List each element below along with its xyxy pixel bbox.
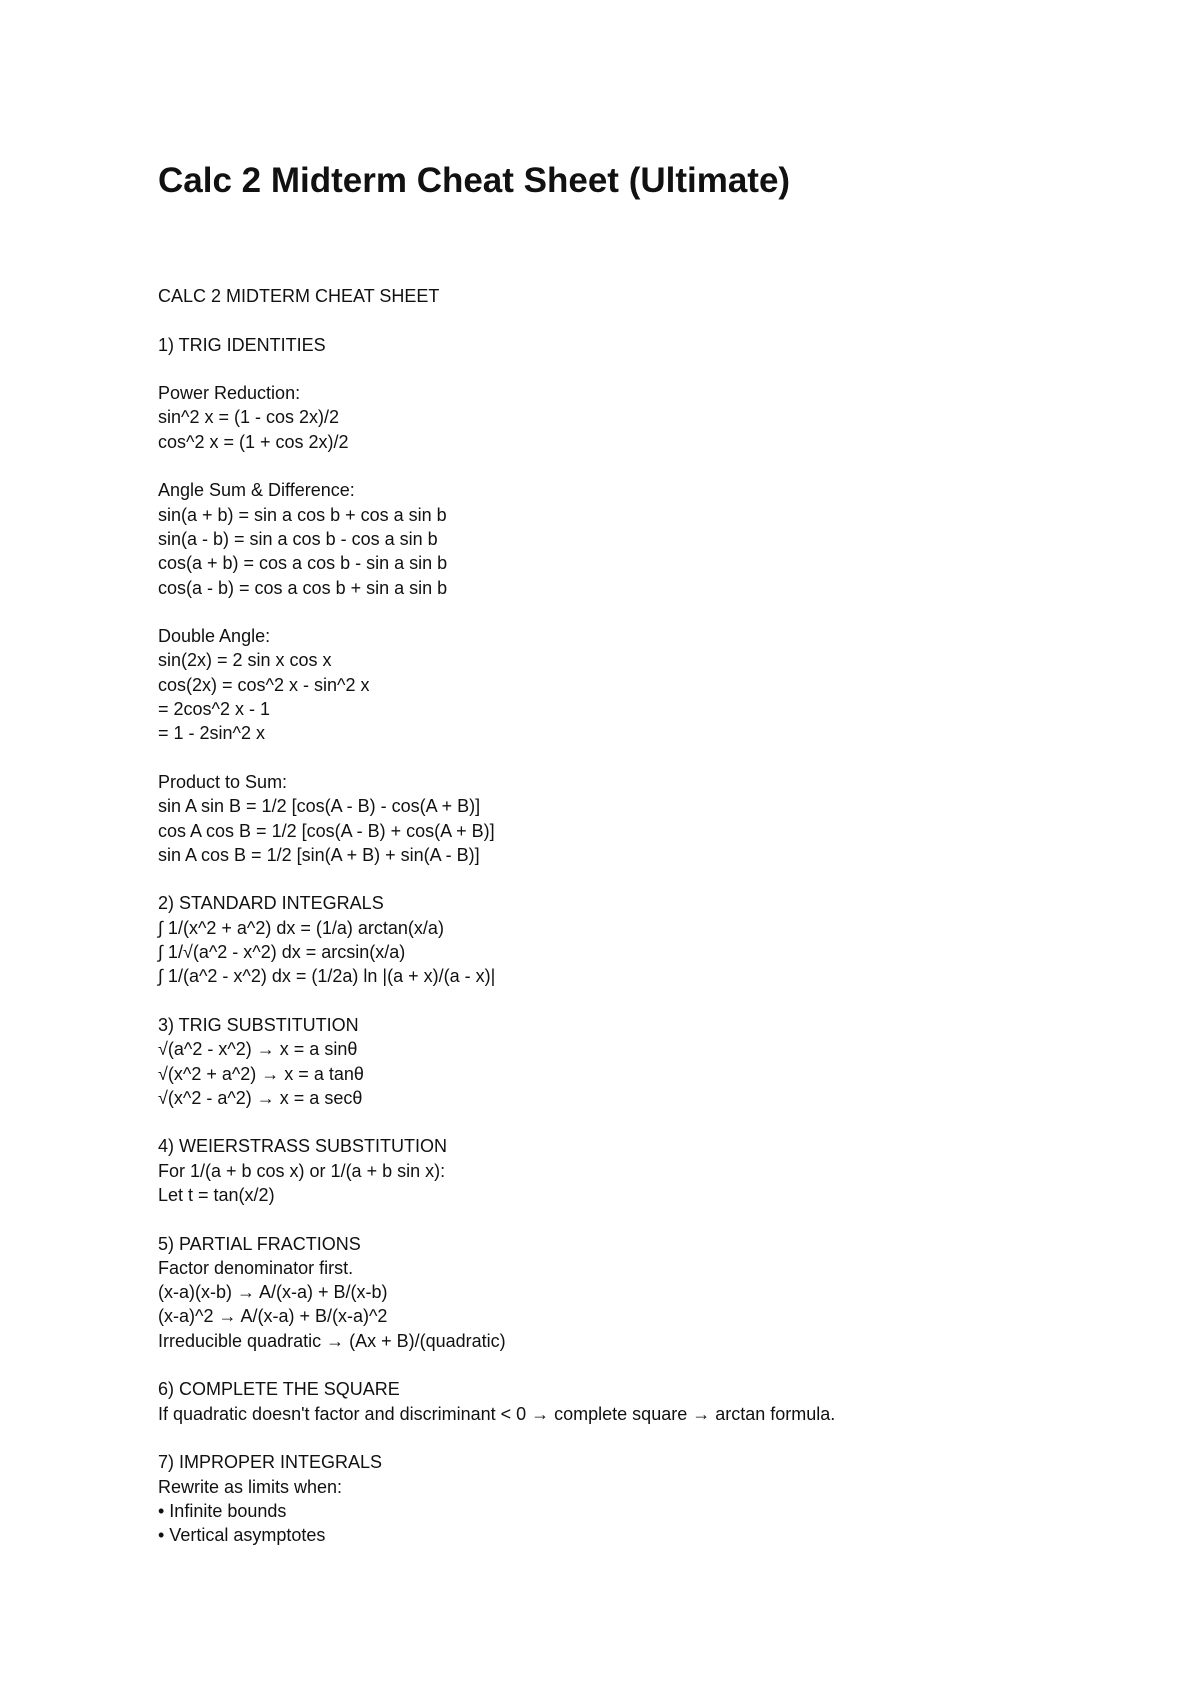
text-line: 7) IMPROPER INTEGRALS <box>158 1452 383 1473</box>
text-line: sin^2 x = (1 - cos 2x)/2 <box>158 407 340 428</box>
blank-line <box>158 1353 1158 1377</box>
blank-line <box>158 746 1158 770</box>
text-line: cos(a - b) = cos a cos b + sin a sin b <box>158 577 448 598</box>
text-line: cos A cos B = 1/2 [cos(A - B) + cos(A + B)] <box>158 820 495 841</box>
blank-line <box>158 600 1158 624</box>
text-line: Product to Sum: <box>158 771 288 792</box>
text-line: 1) TRIG IDENTITIES <box>158 334 326 355</box>
text-line: 4) WEIERSTRASS SUBSTITUTION <box>158 1136 448 1157</box>
text-line: Irreducible quadratic → (Ax + B)/(quadratic) <box>158 1330 506 1351</box>
text-line: = 2cos^2 x - 1 <box>158 699 270 720</box>
text-line: sin A cos B = 1/2 [sin(A + B) + sin(A - B)] <box>158 844 480 865</box>
text-line: cos^2 x = (1 + cos 2x)/2 <box>158 431 349 452</box>
text-line: • Vertical asymptotes <box>158 1525 326 1546</box>
text-line: √(a^2 - x^2) → x = a sinθ <box>158 1039 358 1060</box>
text-line: Angle Sum & Difference: <box>158 480 355 501</box>
blank-line <box>158 1207 1158 1231</box>
text-line: (x-a)^2 → A/(x-a) + B/(x-a)^2 <box>158 1306 388 1327</box>
document-title: Calc 2 Midterm Cheat Sheet (Ultimate) <box>158 161 791 200</box>
text-line: sin(a + b) = sin a cos b + cos a sin b <box>158 504 447 525</box>
text-line: cos(a + b) = cos a cos b - sin a sin b <box>158 553 448 574</box>
text-line: √(x^2 + a^2) → x = a tanθ <box>158 1063 364 1084</box>
text-line: ∫ 1/√(a^2 - x^2) dx = arcsin(x/a) <box>158 942 406 963</box>
text-line: 3) TRIG SUBSTITUTION <box>158 1014 359 1035</box>
text-line: cos(2x) = cos^2 x - sin^2 x <box>158 674 370 695</box>
text-line: (x-a)(x-b) → A/(x-a) + B/(x-b) <box>158 1282 388 1303</box>
blank-line <box>158 867 1158 891</box>
text-line: sin(a - b) = sin a cos b - cos a sin b <box>158 528 438 549</box>
text-line: 6) COMPLETE THE SQUARE <box>158 1379 400 1400</box>
blank-line <box>158 308 1158 332</box>
text-line: sin A sin B = 1/2 [cos(A - B) - cos(A + B)] <box>158 796 481 817</box>
text-line: = 1 - 2sin^2 x <box>158 723 265 744</box>
text-line: sin(2x) = 2 sin x cos x <box>158 650 332 671</box>
blank-line <box>158 357 1158 381</box>
text-line: For 1/(a + b cos x) or 1/(a + b sin x): <box>158 1160 446 1181</box>
text-line: Power Reduction: <box>158 383 301 404</box>
text-line: ∫ 1/(a^2 - x^2) dx = (1/2a) ln |(a + x)/(a - x)| <box>158 966 496 987</box>
blank-line <box>158 989 1158 1013</box>
text-line: 5) PARTIAL FRACTIONS <box>158 1233 361 1254</box>
text-line: • Infinite bounds <box>158 1500 287 1521</box>
blank-line <box>158 1426 1158 1450</box>
text-line: Double Angle: <box>158 626 271 647</box>
document-body <box>158 284 1158 1547</box>
blank-line <box>158 1110 1158 1134</box>
text-line: Rewrite as limits when: <box>158 1476 343 1497</box>
text-line: If quadratic doesn't factor and discriminant < 0 → complete square → arctan formula. <box>158 1403 836 1424</box>
text-line: ∫ 1/(x^2 + a^2) dx = (1/a) arctan(x/a) <box>158 917 444 938</box>
text-line: √(x^2 - a^2) → x = a secθ <box>158 1087 363 1108</box>
blank-line <box>158 454 1158 478</box>
text-line: 2) STANDARD INTEGRALS <box>158 893 384 914</box>
text-line: Let t = tan(x/2) <box>158 1184 275 1205</box>
text-line: CALC 2 MIDTERM CHEAT SHEET <box>158 286 440 306</box>
text-line: Factor denominator first. <box>158 1257 354 1278</box>
